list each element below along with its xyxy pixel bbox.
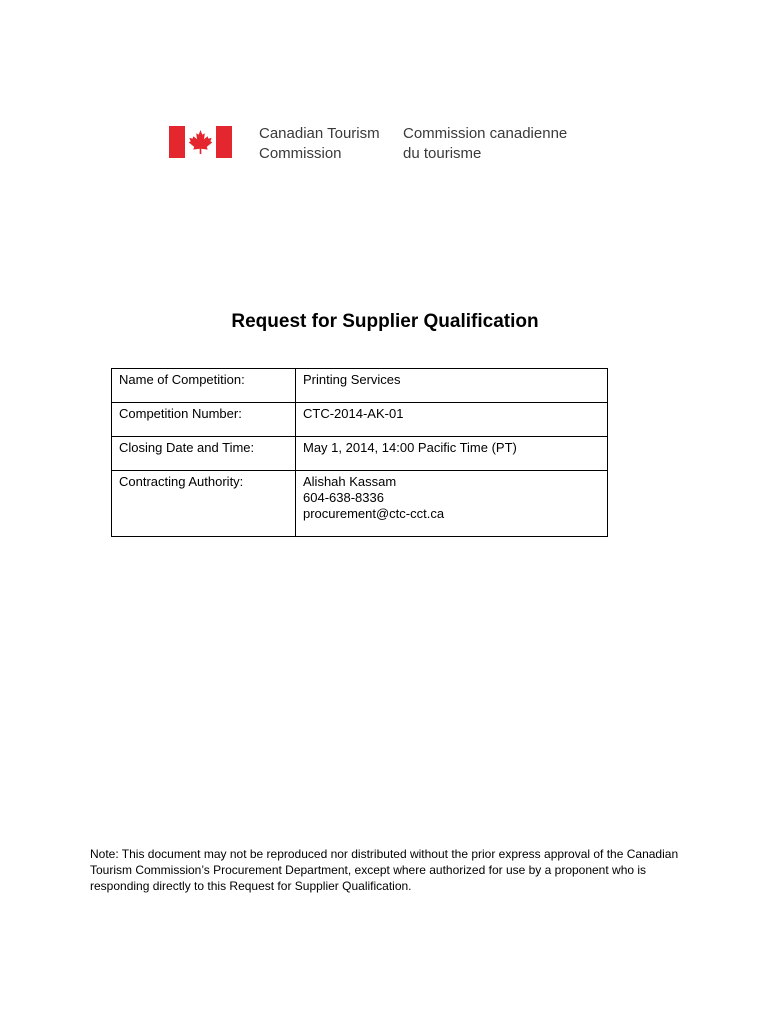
document-title: Request for Supplier Qualification: [231, 311, 539, 332]
contracting-authority-label: Contracting Authority:: [112, 471, 296, 537]
competition-name-label: Name of Competition:: [112, 369, 296, 403]
competition-name-value: Printing Services: [296, 369, 608, 403]
table-row: [112, 471, 608, 537]
table-row: [112, 437, 608, 471]
canadian-flag-icon: [169, 126, 232, 158]
authority-email: procurement@ctc-cct.ca: [303, 506, 445, 521]
org-fr-line-1: Commission canadienne: [403, 125, 568, 142]
reproduction-note: Note: This document may not be reproduced nor distributed without the prior express approval of the Canadian Tourism Commission’s Procurement Department, except where authorized for use by a proponent who is responding directly to this Request for Supplier Qualification.: [90, 847, 679, 893]
organization-name-french: [403, 124, 567, 164]
organization-logo: [169, 124, 579, 164]
contracting-authority-value: [296, 471, 608, 537]
org-en-line-2: Commission: [259, 145, 342, 162]
closing-date-value: May 1, 2014, 14:00 Pacific Time (PT): [296, 437, 608, 471]
competition-number-value: CTC-2014-AK-01: [296, 403, 608, 437]
org-en-line-1: Canadian Tourism: [259, 125, 380, 142]
competition-number-label: Competition Number:: [112, 403, 296, 437]
table-row: [112, 403, 608, 437]
organization-name-english: [259, 124, 380, 164]
closing-date-label: Closing Date and Time:: [112, 437, 296, 471]
org-fr-line-2: du tourisme: [403, 145, 482, 162]
competition-details-table: [111, 368, 608, 537]
table-row: [112, 369, 608, 403]
authority-name: Alishah Kassam: [303, 474, 397, 489]
authority-phone: 604-638-8336: [303, 490, 384, 505]
